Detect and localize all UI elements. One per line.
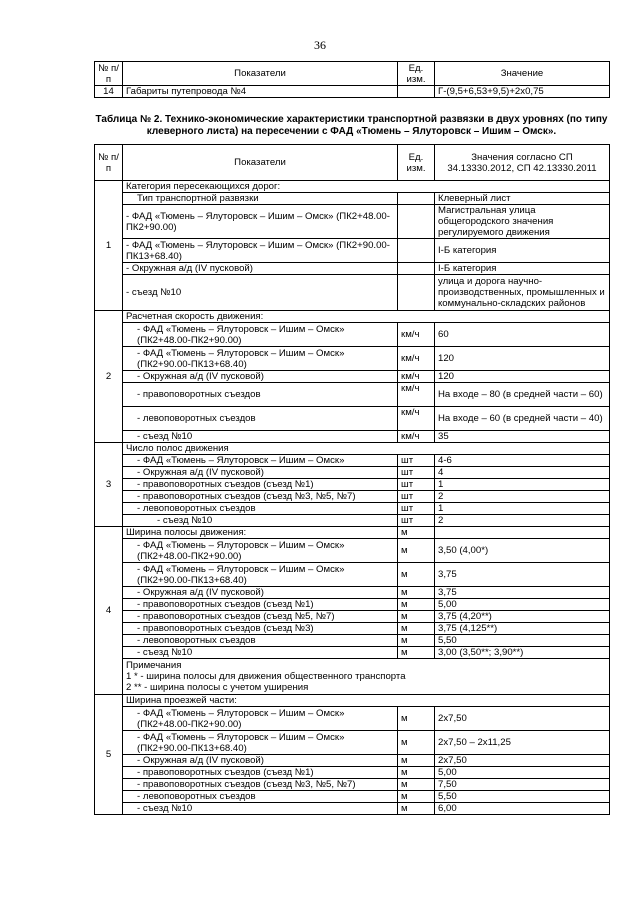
row-indicator: - ФАД «Тюмень – Ялуторовск – Ишим – Омск» (ПК2+48.00-ПК2+90.00) (123, 539, 398, 563)
table-row (95, 779, 610, 791)
header-indicator: Показатели (123, 145, 398, 181)
row-indicator: - правоповоротных съездов (съезд №1) (123, 479, 398, 491)
row-indicator: - съезд №10 (123, 803, 398, 815)
row-value: 5,00 (435, 767, 610, 779)
row-indicator: - ФАД «Тюмень – Ялуторовск – Ишим – Омск» (ПК2+90.00-ПК13+68.40) (123, 563, 398, 587)
section-num: 5 (95, 695, 123, 815)
table-row (95, 323, 610, 347)
row-indicator: Габариты путепровода №4 (123, 86, 398, 98)
row-value: 3,75 (435, 563, 610, 587)
table-row (95, 647, 610, 659)
section-5-title-row (95, 695, 610, 707)
section-num: 1 (95, 181, 123, 311)
row-value: 2 (435, 491, 610, 503)
section-title: Расчетная скорость движения: (123, 311, 610, 323)
row-unit (398, 239, 435, 263)
row-unit: м (398, 587, 435, 599)
row-indicator: - съезд №10 (123, 275, 398, 311)
row-indicator: - Окружная а/д (IV пусковой) (123, 587, 398, 599)
table-row (95, 539, 610, 563)
row-unit: шт (398, 455, 435, 467)
table-row (95, 755, 610, 767)
row-value: 4-6 (435, 455, 610, 467)
row-value: 3,75 (4,20**) (435, 611, 610, 623)
row-indicator: - правоповоротных съездов (съезд №5, №7) (123, 611, 398, 623)
section-title: Ширина проезжей части: (123, 695, 610, 707)
section-num: 2 (95, 311, 123, 443)
section-unit: м (398, 527, 435, 539)
row-indicator: - левоповоротных съездов (123, 791, 398, 803)
table-characteristics (94, 144, 610, 815)
table-gabarity (94, 61, 610, 98)
row-unit: км/ч (398, 347, 435, 371)
row-value: 1 (435, 479, 610, 491)
table-row (95, 731, 610, 755)
table-row (95, 479, 610, 491)
row-value: 6,00 (435, 803, 610, 815)
row-unit (398, 205, 435, 239)
header-indicator: Показатели (123, 62, 398, 86)
row-unit: шт (398, 467, 435, 479)
table-row (95, 623, 610, 635)
table-row (95, 599, 610, 611)
header-value: Значения согласно СП 34.13330.2012, СП 42.13330.2011 (435, 145, 610, 181)
header-value: Значение (435, 62, 610, 86)
row-value: 2х7,50 – 2х11,25 (435, 731, 610, 755)
table-row (95, 263, 610, 275)
row-unit: м (398, 563, 435, 587)
table-row (95, 347, 610, 371)
row-unit: м (398, 647, 435, 659)
row-indicator: - ФАД «Тюмень – Ялуторовск – Ишим – Омск» (ПК2+90.00-ПК13+68.40) (123, 347, 398, 371)
row-unit: км/ч (398, 323, 435, 347)
row-unit: км/ч (398, 383, 435, 407)
row-unit: шт (398, 479, 435, 491)
table-row (95, 239, 610, 263)
row-value: 3,75 (435, 587, 610, 599)
row-value: 120 (435, 371, 610, 383)
section-num: 3 (95, 443, 123, 527)
row-unit: м (398, 611, 435, 623)
row-indicator: - левоповоротных съездов (123, 635, 398, 647)
row-value: 5,50 (435, 791, 610, 803)
row-value: 7,50 (435, 779, 610, 791)
row-unit: м (398, 635, 435, 647)
row-indicator: - ФАД «Тюмень – Ялуторовск – Ишим – Омск» (ПК2+90.00-ПК13+68.40) (123, 239, 398, 263)
note-2: 2 ** - ширина полосы с учетом уширения (126, 682, 309, 693)
row-indicator: - съезд №10 (123, 647, 398, 659)
header-num: № п/п (95, 145, 123, 181)
row-indicator: - съезд №10 (123, 515, 398, 527)
table-header-row (95, 145, 610, 181)
row-unit: шт (398, 503, 435, 515)
row-unit: шт (398, 515, 435, 527)
header-unit: Ед. изм. (398, 145, 435, 181)
row-indicator: - левоповоротных съездов (123, 503, 398, 515)
row-value: 2 (435, 515, 610, 527)
note-1: 1 * - ширина полосы для движения общественного транспорта (126, 671, 406, 682)
row-indicator: - правоповоротных съездов (съезд №1) (123, 599, 398, 611)
row-value: I-Б категория (435, 239, 610, 263)
table-row (95, 563, 610, 587)
row-value: На входе – 80 (в средней части – 60) (435, 383, 610, 407)
table-row (95, 275, 610, 311)
row-indicator: - Окружная а/д (IV пусковой) (123, 371, 398, 383)
table-row (95, 467, 610, 479)
table-row (95, 193, 610, 205)
table-row (95, 803, 610, 815)
row-value: Магистральная улица общегородского значения регулируемого движения (435, 205, 610, 239)
row-unit: м (398, 791, 435, 803)
row-indicator: - правоповоротных съездов (съезд №3, №5, №7) (123, 491, 398, 503)
row-unit (398, 263, 435, 275)
notes-row (95, 659, 610, 695)
table-row (95, 86, 610, 98)
header-num: № п/п (95, 62, 123, 86)
row-value: 1 (435, 503, 610, 515)
row-value: Клеверный лист (435, 193, 610, 205)
row-value: 3,75 (4,125**) (435, 623, 610, 635)
notes-title: Примечания (126, 660, 182, 671)
row-unit: м (398, 779, 435, 791)
row-indicator: - левоповоротных съездов (123, 407, 398, 431)
row-value: 3,00 (3,50**; 3,90**) (435, 647, 610, 659)
table-row (95, 491, 610, 503)
row-unit: м (398, 731, 435, 755)
row-indicator: - Окружная а/д (IV пусковой) (123, 467, 398, 479)
table-row (95, 635, 610, 647)
table-row (95, 407, 610, 431)
row-unit: м (398, 623, 435, 635)
table-row (95, 503, 610, 515)
row-unit: м (398, 755, 435, 767)
row-value: 4 (435, 467, 610, 479)
row-value: 60 (435, 323, 610, 347)
section-1-title-row (95, 181, 610, 193)
row-unit: км/ч (398, 407, 435, 431)
row-indicator: Тип транспортной развязки (123, 193, 398, 205)
row-unit: м (398, 767, 435, 779)
row-unit: м (398, 707, 435, 731)
row-indicator: - ФАД «Тюмень – Ялуторовск – Ишим – Омск» (123, 455, 398, 467)
row-indicator: - правоповоротных съездов (съезд №3) (123, 623, 398, 635)
row-value: 120 (435, 347, 610, 371)
row-value: 5,00 (435, 599, 610, 611)
row-unit: м (398, 803, 435, 815)
row-value: 3,50 (4,00*) (435, 539, 610, 563)
row-indicator: - Окружная а/д (IV пусковой) (123, 263, 398, 275)
row-unit (398, 86, 435, 98)
table-row (95, 791, 610, 803)
row-unit: км/ч (398, 371, 435, 383)
row-value: I-Б категория (435, 263, 610, 275)
section-title: Число полос движения (123, 443, 610, 455)
table-row (95, 383, 610, 407)
section-4-title-row (95, 527, 610, 539)
table-row (95, 371, 610, 383)
row-indicator: - ФАД «Тюмень – Ялуторовск – Ишим – Омск» (ПК2+48.00-ПК2+90.00) (123, 707, 398, 731)
row-unit: м (398, 599, 435, 611)
row-value: 2х7,50 (435, 707, 610, 731)
row-value: улица и дорога научно-производственных, промышленных и коммунально-складских районов (435, 275, 610, 311)
table-row (95, 515, 610, 527)
table-row (95, 205, 610, 239)
table-row (95, 455, 610, 467)
table-row (95, 587, 610, 599)
section-3-title-row (95, 443, 610, 455)
section-title: Категория пересекающихся дорог: (123, 181, 610, 193)
header-unit: Ед. изм. (398, 62, 435, 86)
row-indicator: - Окружная а/д (IV пусковой) (123, 755, 398, 767)
table-row (95, 431, 610, 443)
row-indicator: - правоповоротных съездов (123, 383, 398, 407)
row-unit (398, 275, 435, 311)
row-unit (398, 193, 435, 205)
notes-cell (123, 659, 610, 695)
row-indicator: - правоповоротных съездов (съезд №3, №5, №7) (123, 779, 398, 791)
row-indicator: - ФАД «Тюмень – Ялуторовск – Ишим – Омск» (ПК2+90.00-ПК13+68.40) (123, 731, 398, 755)
empty-cell (435, 527, 610, 539)
row-unit: км/ч (398, 431, 435, 443)
table-row (95, 707, 610, 731)
row-value: 5,50 (435, 635, 610, 647)
table-row (95, 767, 610, 779)
row-value: 35 (435, 431, 610, 443)
table-row (95, 611, 610, 623)
row-indicator: - ФАД «Тюмень – Ялуторовск – Ишим – Омск» (ПК2+48.00-ПК2+90.00) (123, 205, 398, 239)
row-value: На входе – 60 (в средней части – 40) (435, 407, 610, 431)
table-header-row (95, 62, 610, 86)
section-title: Ширина полосы движения: (123, 527, 398, 539)
table-caption: Таблица № 2. Технико-экономические характеристики транспортной развязки в двух уровнях (по типу клеверного листа) на пересечении с ФАД «Тюмень – Ялуторовск – Ишим – Омск». (95, 114, 608, 137)
row-value: Г-(9,5+6,53+9,5)+2х0,75 (435, 86, 610, 98)
row-indicator: - съезд №10 (123, 431, 398, 443)
row-indicator: - правоповоротных съездов (съезд №1) (123, 767, 398, 779)
section-num: 4 (95, 527, 123, 695)
row-num: 14 (95, 86, 123, 98)
section-2-title-row (95, 311, 610, 323)
row-value: 2х7,50 (435, 755, 610, 767)
row-indicator: - ФАД «Тюмень – Ялуторовск – Ишим – Омск» (ПК2+48.00-ПК2+90.00) (123, 323, 398, 347)
row-unit: м (398, 539, 435, 563)
row-unit: шт (398, 491, 435, 503)
page-number: 36 (314, 38, 326, 52)
